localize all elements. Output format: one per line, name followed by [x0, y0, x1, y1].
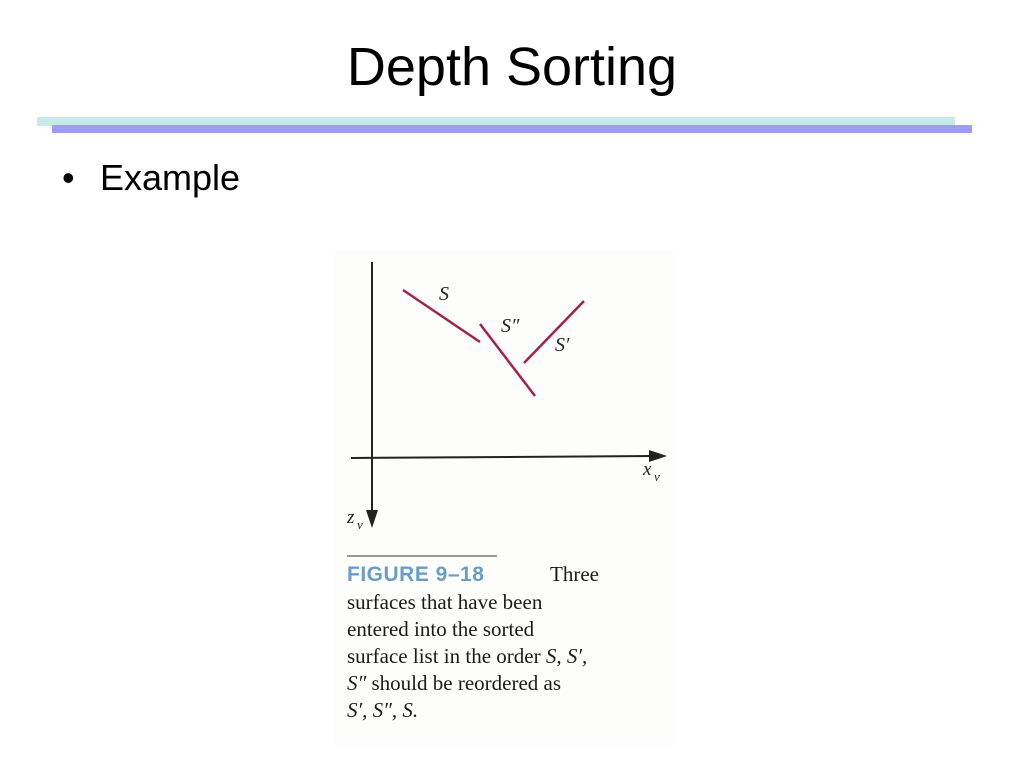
caption-line-5: S′, S″, S. — [347, 698, 419, 722]
label-z-axis: z — [347, 507, 355, 528]
caption-line-2: entered into the sorted — [347, 617, 535, 641]
caption-line-4-text: should be reordered as — [366, 671, 562, 695]
label-s-double-prime: S″ — [501, 315, 520, 337]
caption-figure-number: FIGURE 9–18 — [347, 563, 485, 586]
bullet-text: Example — [100, 157, 241, 198]
caption-line-4 — [347, 671, 561, 696]
depth-sort-diagram — [335, 250, 675, 550]
caption-rule — [347, 555, 497, 557]
caption-line-3-text: surface list in the order — [347, 644, 546, 668]
label-x-axis: x — [643, 459, 652, 480]
caption-line-1: surfaces that have been — [347, 590, 543, 614]
bullet-marker: • — [62, 157, 75, 198]
x-axis-line — [351, 456, 651, 458]
label-s: S — [439, 283, 449, 305]
title-underline-dark — [52, 125, 972, 133]
caption-line-3 — [347, 644, 587, 669]
z-axis-arrowhead — [366, 510, 378, 528]
surface-s-prime — [524, 301, 584, 363]
caption-line-3-italic: S, S′, — [545, 644, 588, 668]
caption-line-4-italic: S″ — [347, 671, 367, 695]
caption-first-word: Three — [550, 562, 599, 586]
label-z-axis-sub: v — [357, 517, 363, 532]
label-s-prime: S′ — [555, 334, 570, 356]
slide-title: Depth Sorting — [346, 37, 678, 97]
x-axis-arrowhead — [649, 450, 667, 462]
figure-image — [335, 250, 675, 745]
bullet-item — [62, 157, 241, 198]
label-x-axis-sub: v — [654, 469, 660, 484]
